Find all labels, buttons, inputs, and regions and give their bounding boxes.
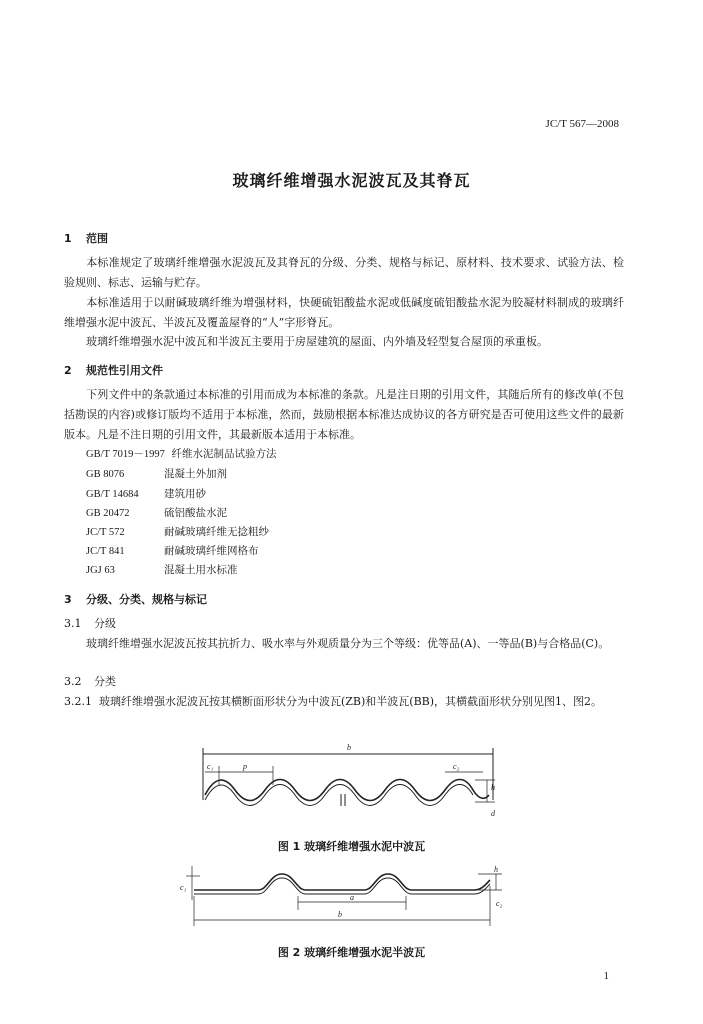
reference-name: 混凝土用水标准 bbox=[164, 564, 238, 576]
figure-1-caption: 图 1 玻璃纤维增强水泥中波瓦 bbox=[277, 840, 426, 853]
figure-2-label: b bbox=[338, 910, 342, 919]
subsection-number: 3.1 bbox=[64, 617, 82, 630]
reference-name: 耐碱玻璃纤维无捻粗纱 bbox=[164, 526, 269, 538]
section-3-heading bbox=[64, 591, 207, 607]
paragraph-text: 玻璃纤维增强水泥波瓦按其抗折力、吸水率与外观质量分为三个等级：优等品(A)、一等品(B)与合格品(C)。 bbox=[86, 637, 610, 650]
reference-name: 纤维水泥制品试验方法 bbox=[171, 448, 277, 460]
reference-code: JGJ 63 bbox=[86, 565, 115, 576]
page-number: 1 bbox=[603, 970, 609, 982]
figure-2-label: c₁ bbox=[180, 883, 187, 892]
reference-item bbox=[86, 446, 277, 461]
figure-1-label: b bbox=[347, 743, 351, 752]
subsection-title: 分类 bbox=[94, 675, 116, 688]
section-1-paragraph-3 bbox=[64, 332, 624, 352]
document-title: 玻璃纤维增强水泥波瓦及其脊瓦 bbox=[232, 171, 471, 190]
reference-name: 混凝土外加剂 bbox=[164, 468, 227, 480]
figure-2-drawing bbox=[178, 860, 508, 940]
standard-number: JC/T 567—2008 bbox=[545, 118, 619, 130]
reference-code: JC/T 572 bbox=[86, 527, 125, 538]
figure-1-label: c₂ bbox=[453, 762, 460, 771]
subsection-3-1-heading bbox=[64, 615, 116, 631]
subsection-number: 3.2 bbox=[64, 675, 82, 688]
figure-1-label: d bbox=[491, 809, 495, 818]
subsection-number: 3.2.1 bbox=[64, 695, 92, 708]
reference-item bbox=[86, 543, 259, 558]
section-title: 分级、分类、规格与标记 bbox=[86, 593, 207, 606]
reference-code: JC/T 841 bbox=[86, 546, 125, 557]
figure-2-label: h bbox=[494, 865, 498, 874]
section-number: 2 bbox=[64, 364, 72, 377]
subsection-3-2-heading bbox=[64, 673, 116, 689]
section-2-heading bbox=[64, 362, 163, 378]
paragraph-text: 玻璃纤维增强水泥波瓦按其横断面形状分为中波瓦(ZB)和半波瓦(BB)，其横截面形状分别见图1、图2。 bbox=[99, 695, 603, 708]
figure-1-label: h bbox=[491, 783, 495, 792]
reference-item bbox=[86, 562, 238, 577]
reference-code: GB 20472 bbox=[86, 508, 130, 519]
section-number: 1 bbox=[64, 232, 72, 245]
reference-code: GB/T 14684 bbox=[86, 489, 139, 500]
section-number: 3 bbox=[64, 593, 72, 606]
reference-item bbox=[86, 505, 227, 520]
reference-name: 硫铝酸盐水泥 bbox=[164, 507, 227, 519]
subsection-3-1-text bbox=[64, 634, 624, 654]
section-1-paragraph-2 bbox=[64, 293, 624, 333]
reference-name: 建筑用砂 bbox=[164, 488, 206, 500]
reference-item bbox=[86, 486, 206, 501]
paragraph-text: 本标准规定了玻璃纤维增强水泥波瓦及其脊瓦的分级、分类、规格与标记、原材料、技术要求、试验方法、检验规则、标志、运输与贮存。 bbox=[64, 256, 624, 289]
paragraph-text: 本标准适用于以耐碱玻璃纤维为增强材料，快硬硫铝酸盐水泥或低碱度硫铝酸盐水泥为胶凝材料制成的玻璃纤维增强水泥中波瓦、半波瓦及覆盖屋脊的“人”字形脊瓦。 bbox=[64, 296, 624, 329]
section-title: 范围 bbox=[86, 232, 108, 245]
paragraph-text: 玻璃纤维增强水泥中波瓦和半波瓦主要用于房屋建筑的屋面、内外墙及轻型复合屋顶的承重板。 bbox=[86, 335, 548, 348]
paragraph-text: 下列文件中的条款通过本标准的引用而成为本标准的条款。凡是注日期的引用文件，其随后所有的修改单(不包括勘误的内容)或修订版均不适用于本标准，然而，鼓励根据本标准达成协议的各方研究是否可使用这些文件的最新版本。凡是不注日期的引用文件，其最新版本适用于本标准。 bbox=[64, 388, 624, 441]
reference-code: GB/T 7019－1997 bbox=[86, 449, 165, 460]
section-1-paragraph-1 bbox=[64, 253, 624, 293]
figure-1-label: c₁ bbox=[207, 762, 214, 771]
subsection-title: 分级 bbox=[94, 617, 116, 630]
figure-1-drawing bbox=[195, 740, 505, 825]
reference-code: GB 8076 bbox=[86, 469, 125, 480]
figure-2-caption: 图 2 玻璃纤维增强水泥半波瓦 bbox=[277, 946, 426, 959]
reference-item bbox=[86, 466, 227, 481]
section-2-paragraph bbox=[64, 385, 624, 445]
subsection-3-2-1-text bbox=[64, 692, 624, 712]
figure-1-label: p bbox=[243, 762, 247, 771]
section-1-heading bbox=[64, 230, 108, 246]
section-title: 规范性引用文件 bbox=[86, 364, 163, 377]
reference-name: 耐碱玻璃纤维网格布 bbox=[164, 545, 259, 557]
reference-item bbox=[86, 524, 269, 539]
figure-2-label: a bbox=[350, 893, 354, 902]
figure-2-label: c₂ bbox=[496, 899, 503, 908]
